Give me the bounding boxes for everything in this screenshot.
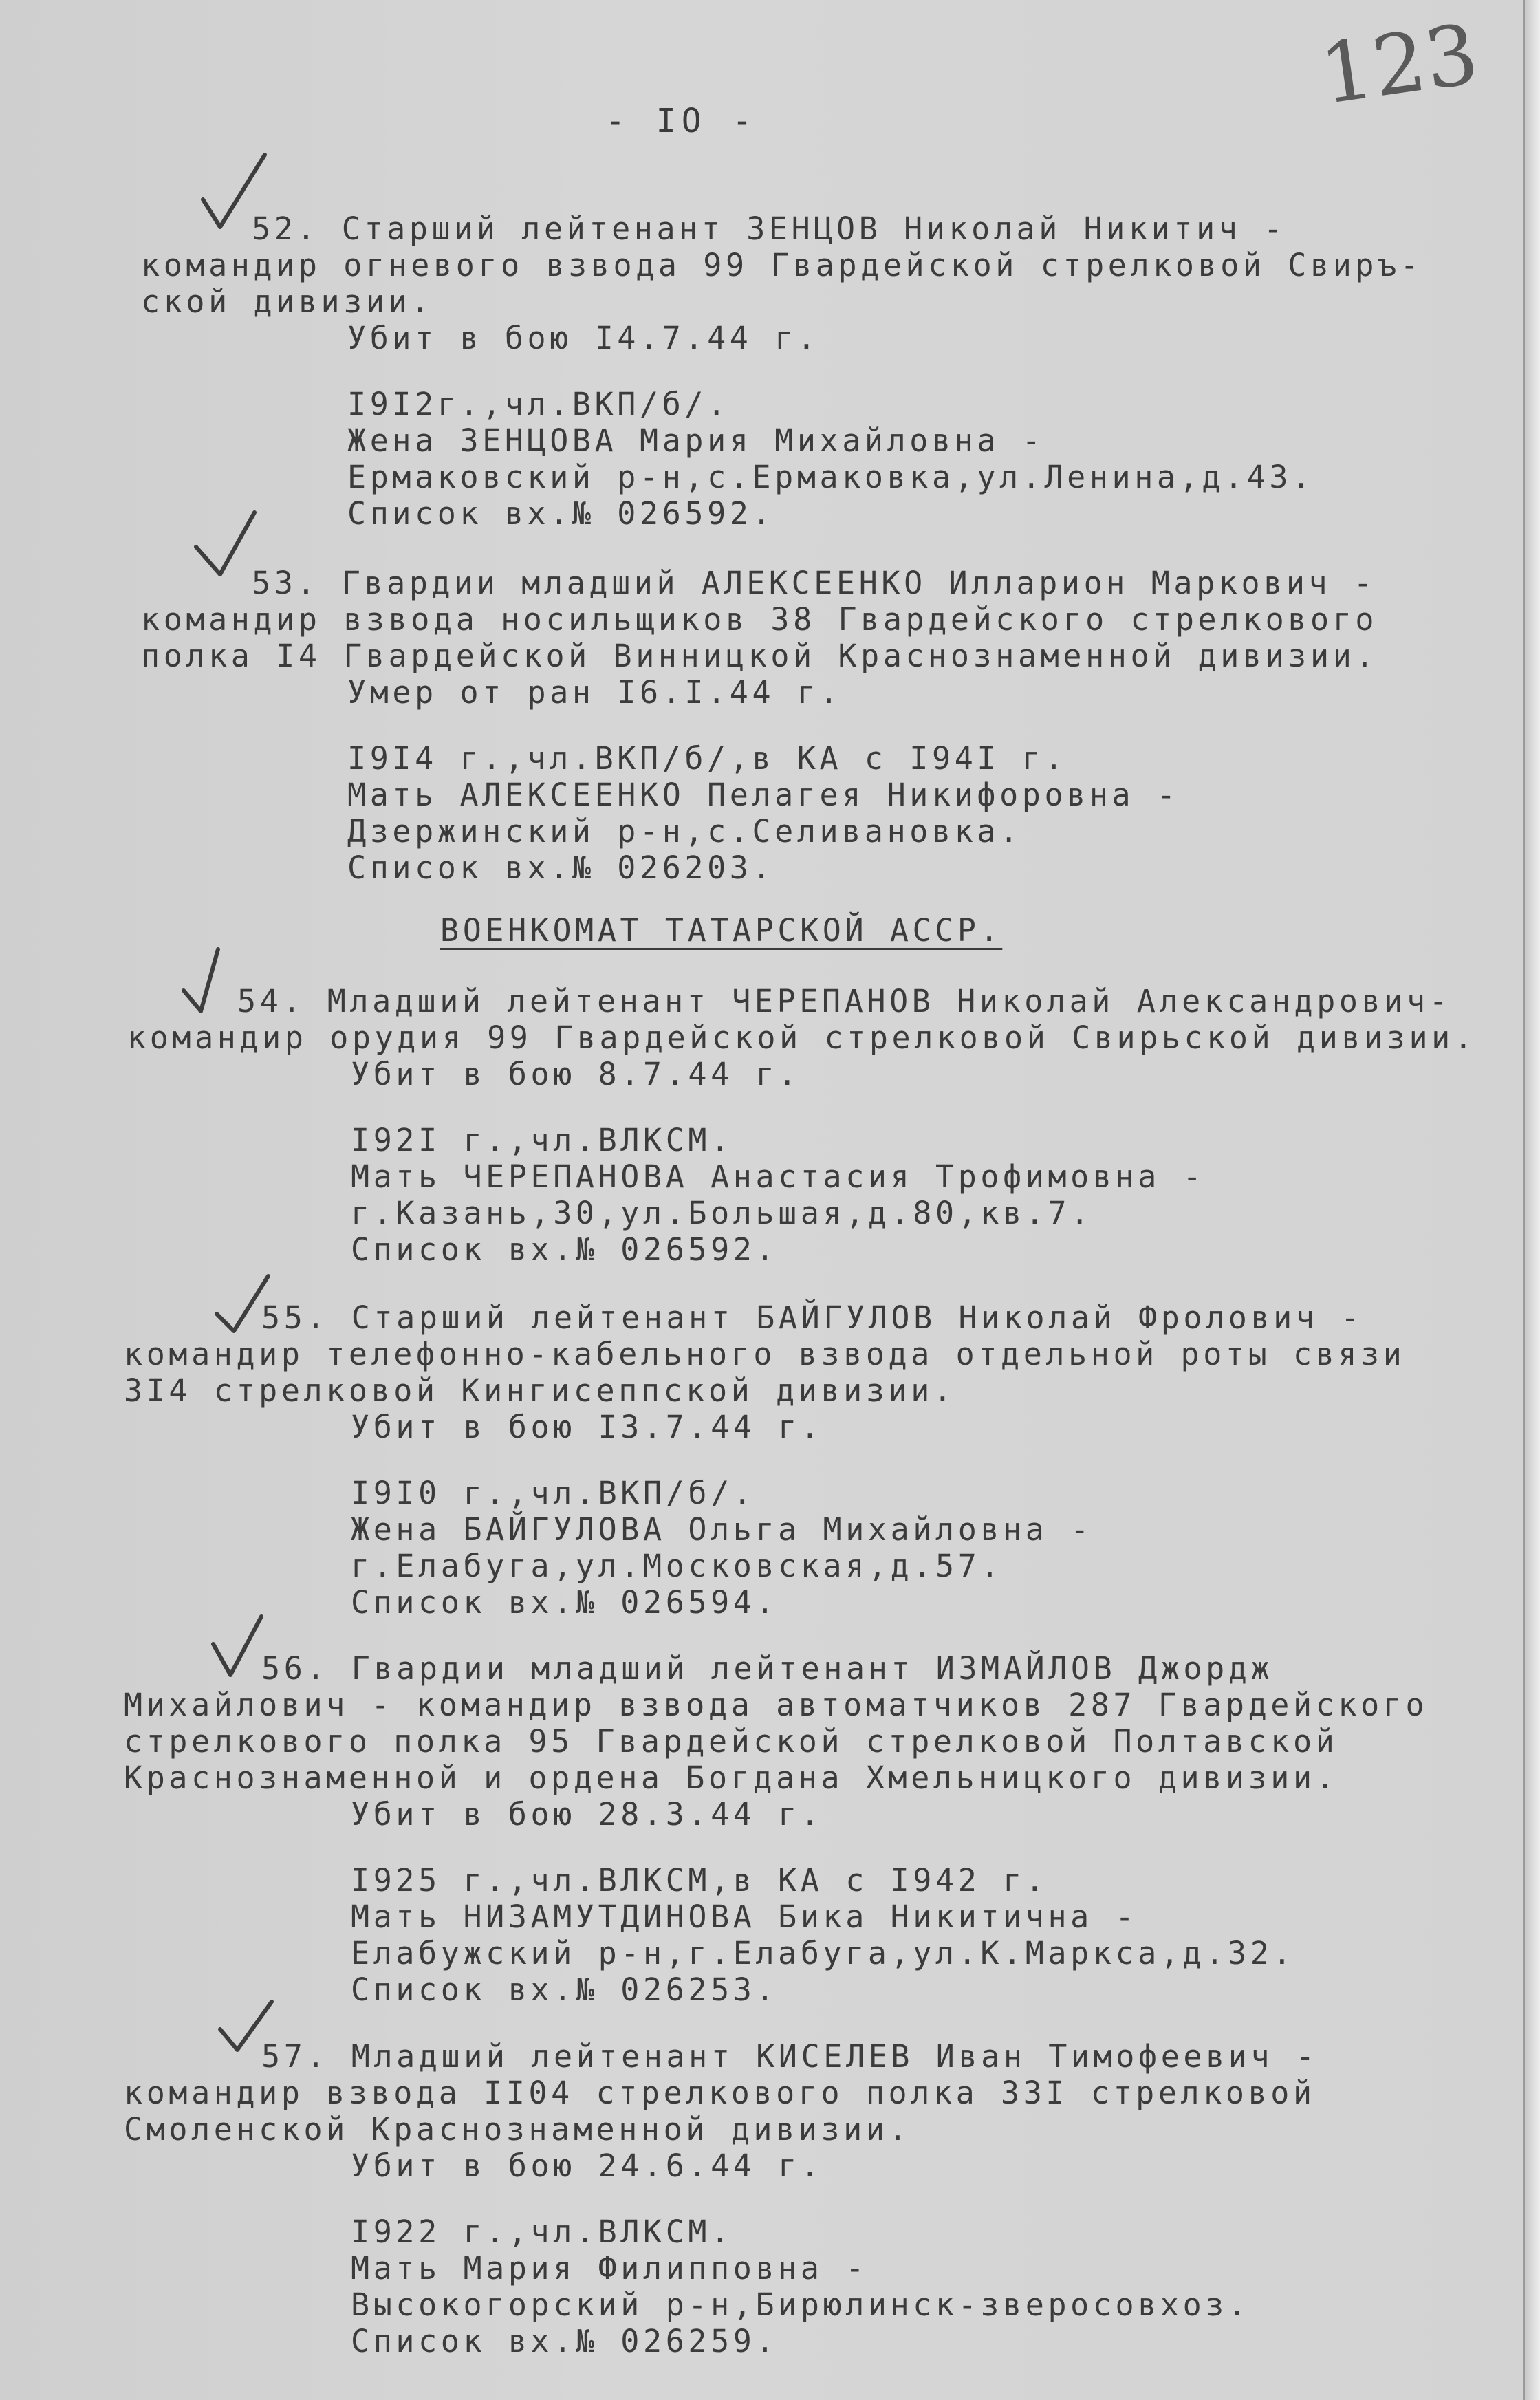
entry-detail: Список вх.№ 026592. — [351, 1231, 779, 1268]
entry-line: 52. Старший лейтенант ЗЕНЦОВ Николай Никитич - — [252, 210, 1286, 247]
entry-detail: Высокогорский р-н,Бирюлинск-зверосовхоз. — [351, 2287, 1250, 2323]
entry-line: 3I4 стрелковой Кингисеппской дивизии. — [124, 1372, 956, 1409]
entry-line: командир взвода носильщиков 38 Гвардейского стрелкового — [141, 601, 1378, 638]
entry-detail: I9I4 г.,чл.ВКП/б/,в КА с I94I г. — [347, 740, 1067, 777]
entry-line: Смоленской Краснознаменной дивизии. — [124, 2111, 911, 2148]
entry-line: 55. Старший лейтенант БАЙГУЛОВ Николай Фролович - — [261, 1299, 1363, 1336]
entry-detail: г.Елабуга,ул.Московская,д.57. — [351, 1548, 1004, 1584]
entry-line: ской дивизии. — [141, 283, 433, 320]
entry-detail: Мать АЛЕКСЕЕНКО Пелагея Никифоровна - — [347, 777, 1180, 813]
entry-line: стрелкового полка 95 Гвардейской стрелковой Полтавской — [124, 1723, 1338, 1760]
entry-line: командир орудия 99 Гвардейской стрелковой Свирьской дивизии. — [127, 1019, 1477, 1056]
entry-line: Убит в бою I3.7.44 г. — [351, 1409, 823, 1445]
entry-detail: I9I0 г.,чл.ВКП/б/. — [351, 1475, 756, 1511]
entry-detail: I922 г.,чл.ВЛКСМ. — [351, 2214, 733, 2250]
entry-detail: I92I г.,чл.ВЛКСМ. — [351, 1122, 733, 1158]
entry-line: командир телефонно-кабельного взвода отдельной роты связи — [124, 1336, 1406, 1372]
entry-detail: Список вх.№ 026253. — [351, 1971, 779, 2008]
entry-line: Убит в бою 8.7.44 г. — [351, 1056, 801, 1092]
entry-detail: I9I2г.,чл.ВКП/б/. — [347, 386, 730, 422]
entry-detail: I925 г.,чл.ВЛКСМ,в КА с I942 г. — [351, 1862, 1048, 1899]
entry-line: полка I4 Гвардейской Винницкой Краснознаменной дивизии. — [141, 638, 1378, 674]
entry-detail: Ермаковский р-н,с.Ермаковка,ул.Ленина,д.43. — [347, 459, 1314, 495]
entry-line: Михайлович - командир взвода автоматчиков 287 Гвардейского — [124, 1687, 1429, 1723]
entry-line: Краснознаменной и ордена Богдана Хмельницкого дивизии. — [124, 1760, 1338, 1796]
entry-detail: Мать НИЗАМУТДИНОВА Бика Никитична - — [351, 1899, 1138, 1935]
section-heading: ВОЕНКОМАТ ТАТАРСКОЙ АССР. — [440, 912, 1003, 949]
entry-detail: г.Казань,30,ул.Большая,д.80,кв.7. — [351, 1195, 1093, 1231]
entry-detail: Елабужский р-н,г.Елабуга,ул.К.Маркса,д.32. — [351, 1935, 1296, 1971]
entry-line: 56. Гвардии младший лейтенант ИЗМАЙЛОВ Джордж — [261, 1650, 1274, 1687]
entry-line: Убит в бою 24.6.44 г. — [351, 2148, 823, 2184]
entry-line: командир огневого взвода 99 Гвардейской стрелковой Свиръ- — [141, 247, 1423, 283]
entry-detail: Список вх.№ 026592. — [347, 495, 775, 532]
entry-line: Убит в бою 28.3.44 г. — [351, 1796, 823, 1833]
entry-detail: Жена БАЙГУЛОВА Ольга Михайловна - — [351, 1511, 1093, 1548]
page-edge — [1523, 0, 1540, 2400]
entry-line: командир взвода II04 стрелкового полка 33I стрелковой — [124, 2075, 1316, 2111]
entry-detail: Список вх.№ 026594. — [351, 1584, 779, 1621]
entry-detail: Жена ЗЕНЦОВА Мария Михайловна - — [347, 422, 1045, 459]
entry-line: 53. Гвардии младший АЛЕКСЕЕНКО Илларион Маркович - — [252, 565, 1376, 601]
page-number: - IO - — [605, 102, 758, 140]
entry-detail: Список вх.№ 026203. — [347, 850, 775, 886]
handwritten-page-number: 123 — [1314, 6, 1484, 124]
entry-detail: Мать Мария Филипповна - — [351, 2250, 868, 2287]
entry-detail: Мать ЧЕРЕПАНОВА Анастасия Трофимовна - — [351, 1158, 1206, 1195]
entry-line: 57. Младший лейтенант КИСЕЛЕВ Иван Тимофеевич - — [261, 2038, 1319, 2075]
entry-line: Умер от ран I6.I.44 г. — [347, 674, 843, 711]
entry-line: 54. Младший лейтенант ЧЕРЕПАНОВ Николай Александрович- — [237, 983, 1452, 1019]
entry-detail: Список вх.№ 026259. — [351, 2323, 779, 2359]
entry-line: Убит в бою I4.7.44 г. — [347, 320, 820, 356]
entry-detail: Дзержинский р-н,с.Селивановка. — [347, 813, 1022, 850]
